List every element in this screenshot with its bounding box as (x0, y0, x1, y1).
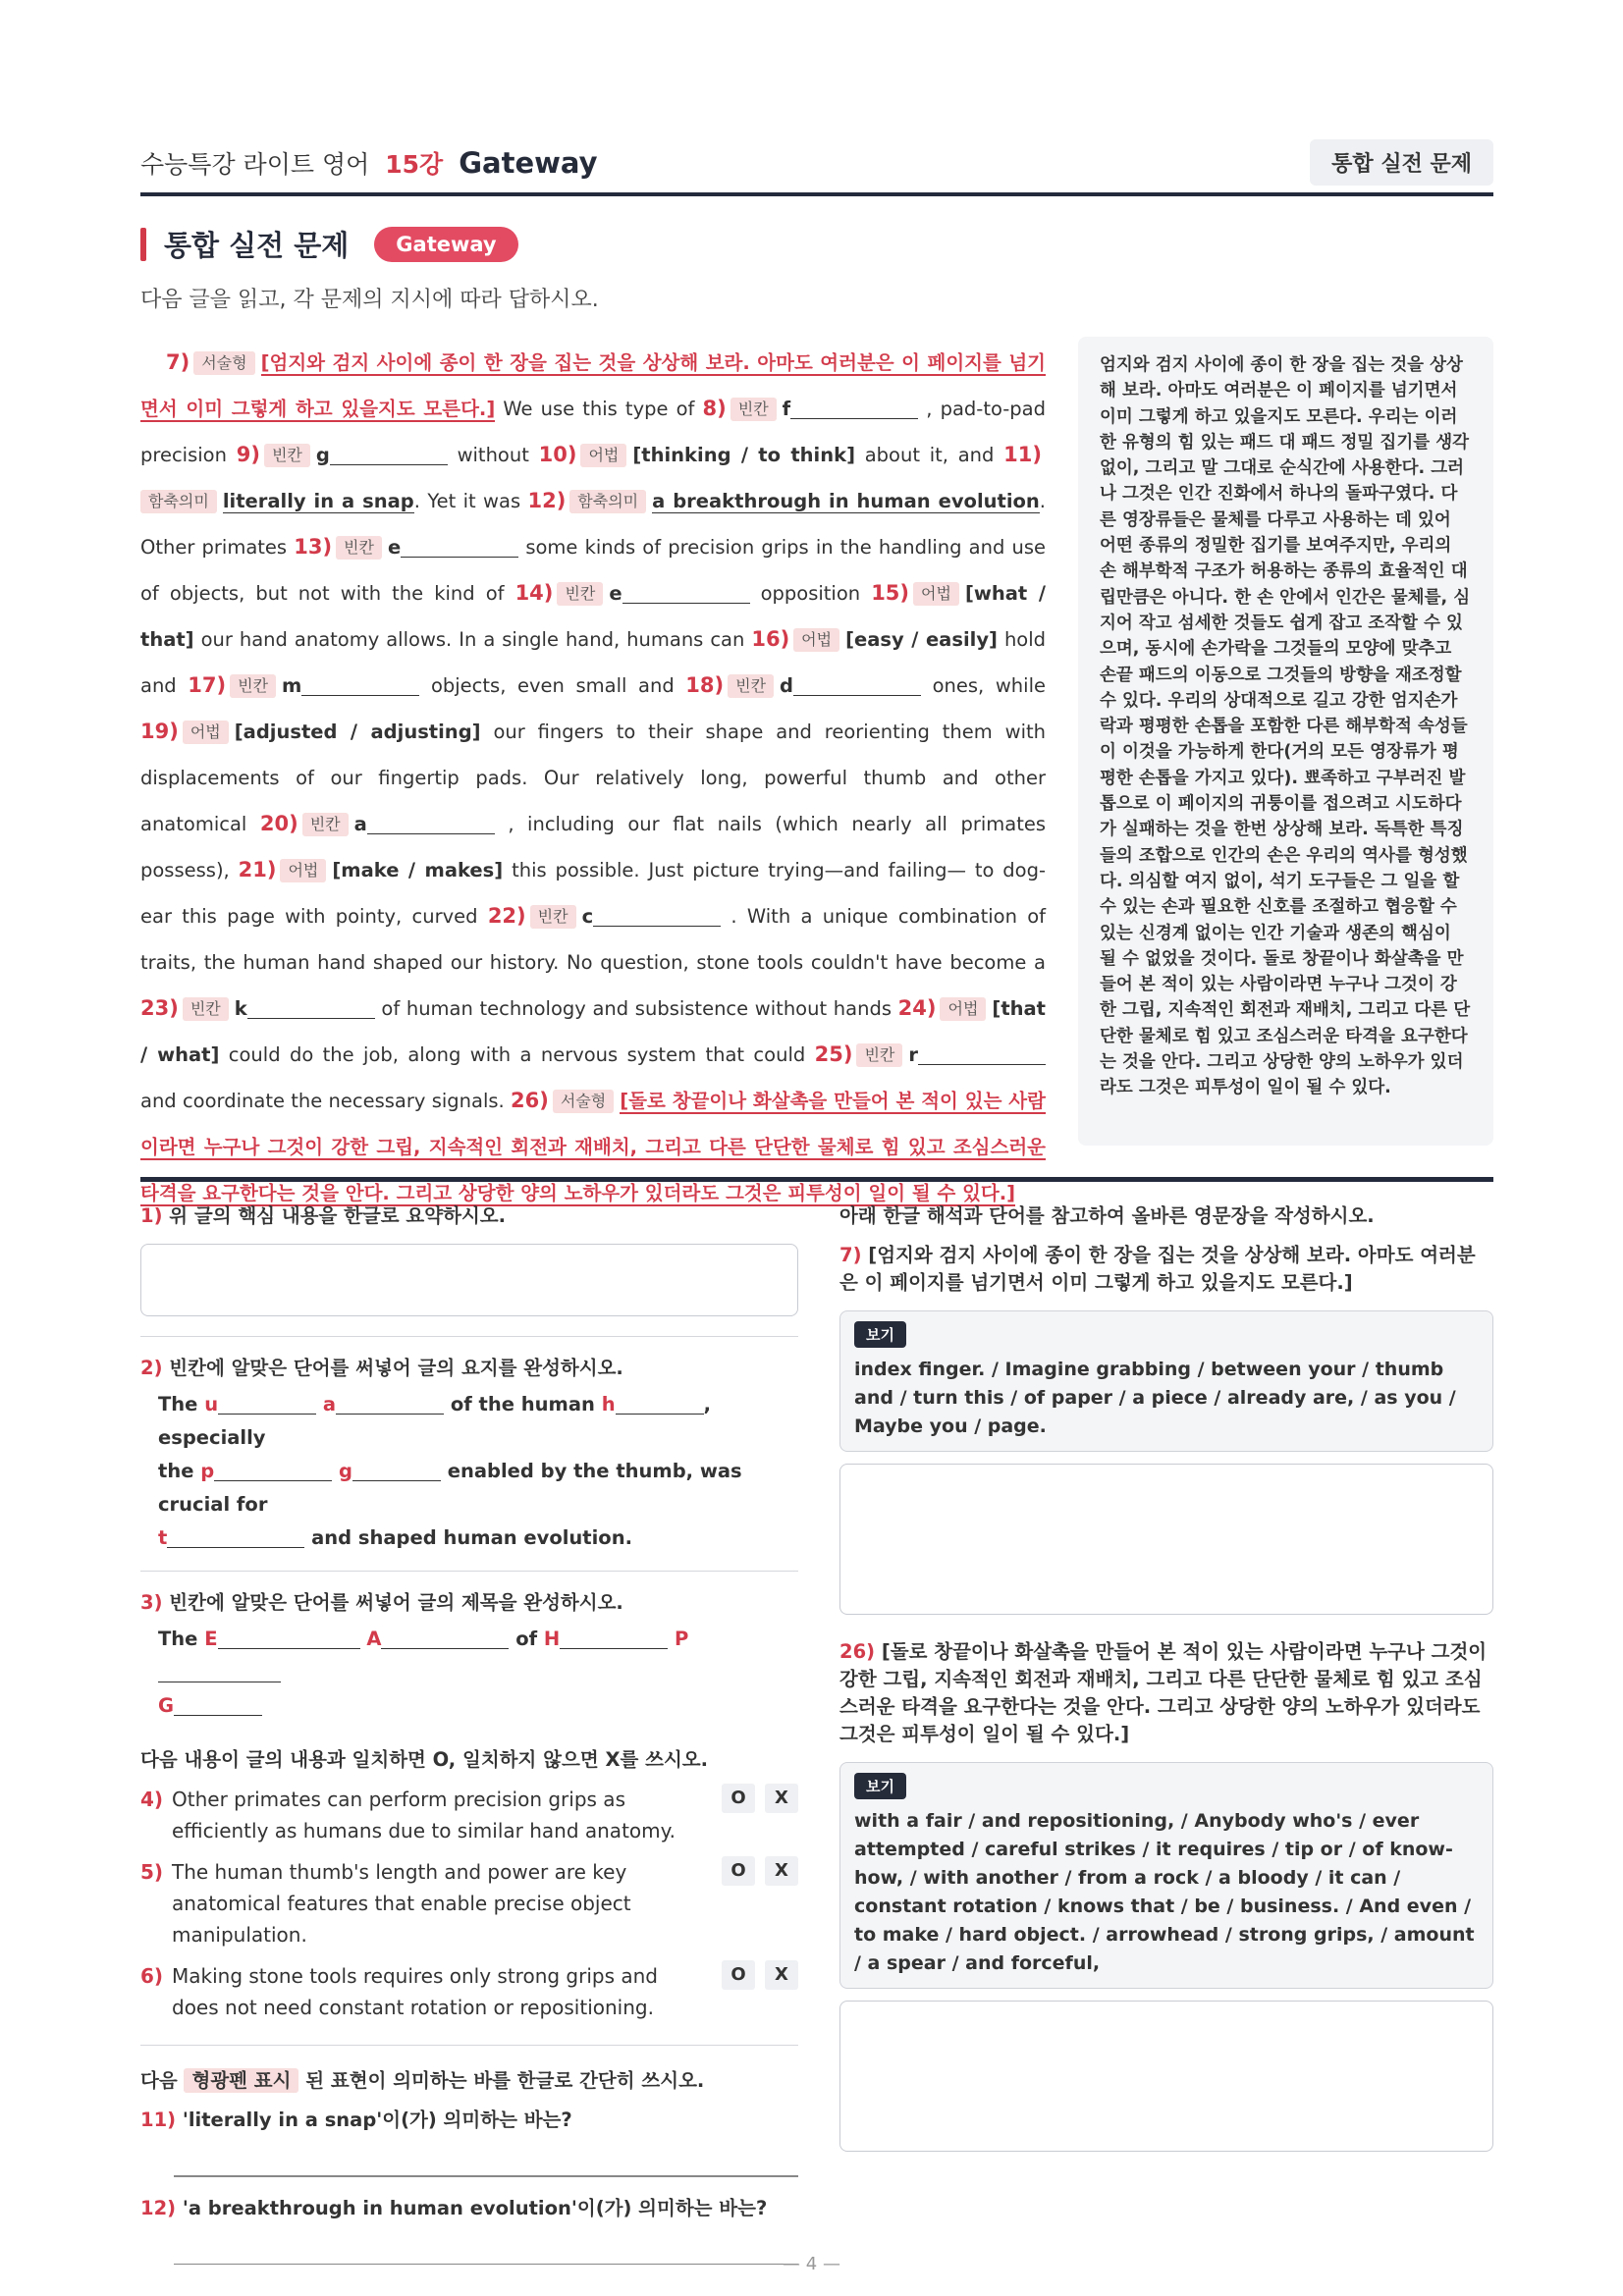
q11-prompt (140, 2107, 798, 2134)
passage-text: some kinds of precision grips in the handling and use of objects, but not with the kind of (140, 536, 1046, 605)
ox-item (140, 1960, 798, 2023)
gateway-label: Gateway (459, 146, 598, 180)
q1-text: 위 글의 핵심 내용을 한글로 요약하시오. (169, 1204, 507, 1227)
blank-letter: A (366, 1628, 382, 1650)
q2-summary (140, 1388, 798, 1555)
passage-text: opposition (760, 582, 861, 605)
passage-text: our hand anatomy allows. In a single hand, humans can (200, 628, 745, 651)
ox-number: 4) (140, 1788, 164, 1811)
tag-grammar: 어법 (913, 582, 959, 606)
hl-marker: 형광펜 표시 (184, 2068, 298, 2093)
q10-number: 10) (538, 443, 577, 466)
bogi-words-26: with a fair / and repositioning, / Anybody who's / ever attempted / careful strikes / it requires / tip or / of know-how, / with another / from a rock / a bloody / it can / constant rotation / knows that / be / business. / And even / to make / hard object. / arrowhead / strong grips, / amount / a spear / and forceful, (854, 1810, 1475, 1974)
passage-text: about it, and (864, 444, 995, 466)
q3-blank-h[interactable] (560, 1626, 668, 1649)
blank-25[interactable] (918, 1041, 1046, 1065)
passage-text: without (457, 444, 529, 466)
q11-number: 11) (1003, 443, 1042, 466)
q26-number: 26) (511, 1089, 549, 1112)
grammar-choice: [what / that] (140, 582, 1046, 651)
ox-item (140, 1784, 798, 1846)
ox-text: Other primates can perform precision grips as efficiently as humans due to similar hand anatomy. (172, 1788, 676, 1842)
lesson-number: 15강 (385, 150, 444, 179)
q2-blank-a[interactable] (336, 1391, 444, 1415)
o-button[interactable]: O (722, 1856, 755, 1886)
separator (140, 1571, 798, 1572)
q25-number: 25) (814, 1042, 853, 1066)
q7-prompt (839, 1242, 1493, 1297)
blank-9[interactable] (330, 442, 448, 465)
x-button[interactable]: X (765, 1960, 798, 1990)
header-badge: 통합 실전 문제 (1310, 139, 1493, 186)
blank-letter: g (315, 444, 330, 466)
passage-text: We use this type of (503, 398, 695, 420)
blank-letter: c (581, 905, 594, 928)
tag-blank: 빈칸 (856, 1043, 902, 1067)
passage-text: this possible. Just picture trying—and failing— to dog-ear this page with pointy, curved (140, 859, 1047, 928)
q1-number: 1) (140, 1204, 163, 1227)
section-divider (140, 1177, 1493, 1182)
q2-blank-t[interactable] (167, 1524, 304, 1548)
q2-word: and shaped human evolution. (311, 1526, 632, 1549)
blank-letter: H (543, 1628, 561, 1650)
section-title-text: 통합 실전 문제 (164, 229, 350, 262)
q12-prompt (140, 2195, 798, 2222)
tag-blank: 빈칸 (530, 905, 576, 929)
grammar-choice: [adjusted / adjusting] (234, 721, 481, 743)
q2-word: enabled by the thumb, was crucial for (158, 1460, 742, 1516)
q11-number: 11) (140, 2109, 177, 2131)
q7-text: [엄지와 검지 사이에 종이 한 장을 집는 것을 상상해 보라. 아마도 여러분은 이 페이지를 넘기면서 이미 그렇게 하고 있을지도 모른다.] (839, 1244, 1476, 1294)
blank-letter: d (780, 674, 794, 697)
passage (140, 340, 1046, 1216)
blank-17[interactable] (301, 672, 419, 696)
gateway-pill: Gateway (374, 227, 517, 262)
q14-number: 14) (514, 581, 554, 605)
tag-grammar: 어법 (183, 721, 229, 744)
q9-number: 9) (236, 443, 260, 466)
section-title (140, 224, 518, 264)
tag-blank: 빈칸 (302, 813, 349, 836)
q2-prompt (140, 1355, 798, 1382)
q17-number: 17) (188, 673, 227, 697)
q3-blank-g[interactable] (174, 1692, 262, 1716)
q3-number: 3) (140, 1591, 163, 1614)
blank-letter: P (675, 1628, 689, 1650)
tag-grammar: 어법 (940, 997, 986, 1021)
q19-number: 19) (140, 720, 179, 743)
q26-number: 26) (839, 1640, 876, 1663)
page-number: — 4 — (783, 2254, 840, 2274)
q3-blank-a[interactable] (381, 1626, 509, 1649)
translation-box: 엄지와 검지 사이에 종이 한 장을 집는 것을 상상해 보라. 아마도 여러분은 이 페이지를 넘기면서 이미 그렇게 하고 있을지도 모른다. 우리는 이러한 유형의 힘 있는 패드 대 패드 정밀 집기를 생각 없이, 그리고 말 그대로 순식간에 사용한다. 그러나 그것은 인간 진화에서 하나의 돌파구였다. 다른 영장류들은 물체를 다루고 사용하는 데 있어 어떤 종류의 정밀한 집기를 보여주지만, 우리의 손 해부학적 구조가 허용하는 종류의 효율적인 대립만큼은 아니다. 한 손 안에서 인간은 물체를, 심지어 작고 섬세한 것들도 쉽게 잡고 조작할 수 있으며, 동시에 손가락을 그것들의 모양에 맞추고 손끝 패드의 이동으로 그것들의 방향을 재조정할 수 있다. 우리의 상대적으로 길고 강한 엄지손가락과 평평한 손톱을 포함한 다른 해부학적 속성들이 이것을 가능하게 한다(거의 모든 영장류가 평평한 손톱을 가지고 있다). 뾰족하고 구부러진 발톱으로 이 페이지의 귀퉁이를 접으려고 시도하다가 실패하는 것을 한번 상상해 보라. 독특한 특징들의 조합으로 인간의 손은 우리의 역사를 형성했다. 의심할 여지 없이, 석기 도구들은 그 일을 할 수 있는 손과 필요한 신호를 조절하고 협응할 수 있는 신경계 없이는 인간 기술과 생존의 핵심이 될 수 없었을 것이다. 돌로 창끝이나 화살촉을 만들어 본 적이 있는 사람이라면 누구나 그것이 강한 그립, 지속적인 회전과 재배치, 그리고 다른 단단한 물체로 힘 있고 조심스러운 타격을 요구한다는 것을 안다. 그리고 상당한 양의 노하우가 있더라도 그것은 피투성이 일이 될 수 있다. (1078, 337, 1493, 1146)
blank-letter: g (339, 1460, 352, 1482)
o-button[interactable]: O (722, 1960, 755, 1990)
q11-text: 'literally in a snap'이(가) 의미하는 바는? (182, 2109, 572, 2131)
q2-number: 2) (140, 1357, 163, 1379)
book-name: 수능특강 라이트 영어 (140, 150, 370, 179)
passage-text: , including our flat nails (which nearly all primates possess), (140, 813, 1047, 881)
separator (140, 1336, 798, 1337)
ox-text: Making stone tools requires only strong grips and does not need constant rotation or repositioning. (172, 1964, 658, 2019)
tag-blank: 빈칸 (728, 674, 774, 698)
grammar-choice: [make / makes] (332, 859, 504, 881)
tag-blank: 빈칸 (183, 997, 229, 1021)
q16-number: 16) (751, 627, 790, 651)
passage-text: , pad-to-pad precision (140, 398, 1047, 466)
highlight-phrase-11: literally in a snap (222, 490, 414, 512)
passage-text: and coordinate the necessary signals. (140, 1090, 505, 1112)
q1-answer-box[interactable] (140, 1244, 798, 1316)
q2-blank-g[interactable] (352, 1458, 441, 1481)
passage-text: hold and (140, 628, 1047, 697)
q26-text: [돌로 창끝이나 화살촉을 만들어 본 적이 있는 사람이라면 누구나 그것이 강한 그립, 지속적인 회전과 재배치, 그리고 다른 단단한 물체로 힘 있고 조심스러운 타격을 요구한다는 것을 안다. 그리고 상당한 양의 노하우가 있더라도 그것은 피투성이 일이 될 수 있다.] (839, 1640, 1488, 1745)
q8-number: 8) (702, 397, 727, 420)
passage-text: of human technology and subsistence without hands (381, 997, 892, 1020)
blank-letter: m (282, 674, 302, 697)
blank-13[interactable] (401, 534, 518, 558)
passage-text: . With a unique combination of traits, the human hand shaped our history. No question, stone tools couldn't have become a (140, 905, 1047, 974)
tag-blank: 빈칸 (557, 582, 603, 606)
instruction-text: 다음 글을 읽고, 각 문제의 지시에 따라 답하시오. (140, 288, 599, 312)
tag-blank: 빈칸 (264, 444, 310, 467)
blank-23[interactable] (247, 995, 375, 1019)
q20-number: 20) (259, 812, 298, 835)
header-divider (140, 192, 1493, 196)
q22-number: 22) (487, 904, 526, 928)
passage-text: ones, while (932, 674, 1046, 697)
q3-blank-p[interactable] (158, 1659, 281, 1682)
q2-word: of the human (450, 1393, 595, 1415)
passage-text: could do the job, along with a nervous system that could (228, 1043, 806, 1066)
q1-prompt (140, 1202, 798, 1230)
tag-blank: 빈칸 (336, 536, 382, 560)
q2-blank-p[interactable] (214, 1458, 332, 1481)
q2-word: the (158, 1460, 194, 1482)
ox-number: 5) (140, 1860, 164, 1884)
header-title (140, 145, 597, 181)
grammar-choice: [that / what] (140, 997, 1047, 1066)
tag-grammar: 어법 (280, 859, 326, 882)
q11-answer-line[interactable] (174, 2175, 798, 2177)
blank-letter: t (158, 1526, 168, 1549)
blank-letter: a (322, 1393, 337, 1415)
blank-letter: e (609, 582, 622, 605)
q7-number: 7) (166, 350, 190, 374)
blank-letter: u (204, 1393, 219, 1415)
q3-text: 빈칸에 알맞은 단어를 써넣어 글의 제목을 완성하시오. (169, 1591, 623, 1614)
q26-korean: [돌로 창끝이나 화살촉을 만들어 본 적이 있는 사람이라면 누구나 그것이 강한 그립, 지속적인 회전과 재배치, 그리고 다른 단단한 물체로 힘 있고 조심스러운 타격을 요구한다는 것을 안다. 그리고 상당한 양의 노하우가 있더라도 그것은 피투성이 일이 될 수 있다.] (140, 1090, 1046, 1204)
q2-word: , especially (158, 1393, 711, 1449)
tag-grammar: 어법 (793, 628, 839, 652)
q2-text: 빈칸에 알맞은 단어를 써넣어 글의 요지를 완성하시오. (169, 1357, 623, 1379)
bogi-label: 보기 (854, 1321, 906, 1348)
passage-text: . Other primates (140, 490, 1046, 559)
q15-number: 15) (871, 581, 910, 605)
ox-buttons (722, 1960, 798, 1990)
q13-number: 13) (294, 535, 333, 559)
blank-letter: f (782, 398, 791, 420)
q3-blank-e[interactable] (218, 1626, 360, 1649)
q23-number: 23) (140, 996, 179, 1020)
blank-letter: a (353, 813, 367, 835)
ox-buttons (722, 1784, 798, 1813)
ox-text: The human thumb's length and power are key anatomical features that enable precise object manipulation. (172, 1860, 631, 1947)
right-questions (839, 1202, 1493, 2152)
q2-blank-u[interactable] (218, 1391, 316, 1415)
right-instruction: 아래 한글 해석과 단어를 참고하여 올바른 영문장을 작성하시오. (839, 1204, 1375, 1227)
q26-prompt (839, 1638, 1493, 1748)
q3-prompt (140, 1589, 798, 1617)
grammar-choice: [thinking / to think] (632, 444, 855, 466)
tag-grammar: 어법 (580, 444, 626, 467)
ox-instruction: 다음 내용이 글의 내용과 일치하면 O, 일치하지 않으면 X를 쓰시오. (140, 1748, 709, 1771)
ox-item (140, 1856, 798, 1950)
blank-8[interactable] (790, 396, 918, 419)
q18-number: 18) (685, 673, 725, 697)
ox-number: 6) (140, 1964, 164, 1988)
x-button[interactable]: X (765, 1784, 798, 1813)
q2-word: The (158, 1393, 198, 1415)
tag-blank: 빈칸 (230, 674, 276, 698)
q12-number: 12) (527, 489, 567, 512)
blank-letter: k (234, 997, 247, 1020)
passage-text: objects, even small and (430, 674, 675, 697)
grammar-choice: [easy / easily] (845, 628, 998, 651)
q24-number: 24) (897, 996, 937, 1020)
bogi-box-26 (839, 1762, 1493, 1989)
bogi-label: 보기 (854, 1773, 906, 1799)
left-questions (140, 1202, 798, 2265)
q7-answer-box[interactable] (839, 1464, 1493, 1615)
q7-number: 7) (839, 1244, 862, 1266)
x-button[interactable]: X (765, 1856, 798, 1886)
tag-meaning: 함축의미 (569, 490, 646, 513)
blank-20[interactable] (367, 811, 495, 834)
q3-word: of (515, 1628, 538, 1650)
hl-pre: 다음 (140, 2069, 178, 2092)
highlight-phrase-12: a breakthrough in human evolution (652, 490, 1040, 512)
blank-letter: G (158, 1694, 175, 1717)
q12-number: 12) (140, 2196, 177, 2219)
blank-14[interactable] (622, 580, 750, 604)
bogi-box-7 (839, 1310, 1493, 1452)
tag-essay: 서술형 (193, 351, 254, 375)
bogi-words-7: index finger. / Imagine grabbing / between your / thumb and / turn this / of paper / a piece / already are, / as you / Maybe you / page. (854, 1359, 1456, 1437)
blank-letter: e (387, 536, 402, 559)
tag-meaning: 함축의미 (140, 490, 217, 513)
highlight-instruction (140, 2067, 798, 2095)
q7-korean: [엄지와 검지 사이에 종이 한 장을 집는 것을 상상해 보라. 아마도 여러분은 이 페이지를 넘기면서 이미 그렇게 하고 있을지도 모른다.] (140, 351, 1046, 420)
q12-text: 'a breakthrough in human evolution'이(가) 의미하는 바는? (182, 2196, 768, 2219)
section-accent-bar (140, 228, 146, 261)
passage-text: . Yet it was (413, 490, 521, 512)
o-button[interactable]: O (722, 1784, 755, 1813)
blank-letter: E (204, 1628, 218, 1650)
q26-answer-box[interactable] (839, 2001, 1493, 2152)
blank-letter: h (601, 1393, 616, 1415)
tag-essay: 서술형 (553, 1090, 614, 1113)
blank-18[interactable] (793, 672, 921, 696)
ox-buttons (722, 1856, 798, 1886)
page-header (140, 135, 1493, 196)
q3-word: The (158, 1628, 198, 1650)
hl-post: 된 표현이 의미하는 바를 한글로 간단히 쓰시오. (305, 2069, 705, 2092)
blank-letter: r (908, 1043, 919, 1066)
q21-number: 21) (238, 858, 277, 881)
passage-text: our fingers to their shape and reorienting them with displacements of our fingertip pads. Our relatively long, powerful thumb and other anatomical (140, 721, 1047, 835)
separator (140, 2045, 798, 2046)
blank-letter: p (200, 1460, 215, 1482)
q2-blank-h[interactable] (616, 1391, 704, 1415)
q3-title (140, 1623, 798, 1723)
blank-22[interactable] (593, 903, 721, 927)
tag-blank: 빈칸 (730, 398, 777, 421)
